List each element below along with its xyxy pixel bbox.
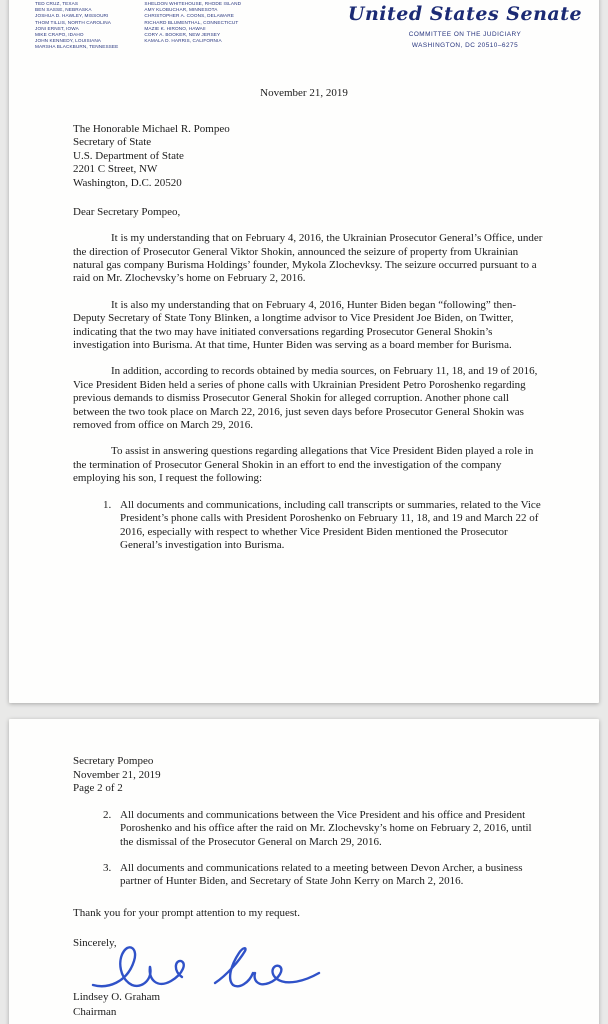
senator-name: SHELDON WHITEHOUSE, RHODE ISLAND [144,1,242,6]
senator-name: CORY A. BOOKER, NEW JERSEY [144,32,221,38]
senator-name: TED CRUZ, TEXAS [35,1,79,6]
recipient-line: U.S. Department of State [73,149,184,162]
senator-name: KAMALA D. HARRIS, CALIFORNIA [144,38,222,44]
senator-name: CHRISTOPHER A. COONS, DELAWARE [144,13,234,19]
senator-lists [35,1,241,51]
recipient-line: 2201 C Street, NW [73,163,158,176]
signature-ink [87,939,337,997]
senator-name: JOHN KENNEDY, LOUISIANA [35,38,102,44]
senator-name: RICHARD BLUMENTHAL, CONNECTICUT [144,19,239,25]
letter-page-1 [9,0,599,703]
page2-header-line: Secretary Pompeo [73,755,154,767]
letter-page-2 [9,719,599,1024]
recipient-address [73,123,599,191]
closing-paragraph: Thank you for your prompt attention to my request. [73,906,300,919]
senator-name: THOM TILLIS, NORTH CAROLINA [35,19,111,25]
list-item-text: All documents and communications related to a meeting between Devon Archer, a business partner of Hunter Biden, and Secretary of State John Kerry on March 2, 2016. [120,862,523,888]
list-item-text: All documents and communications, including call transcripts or summaries, related to the Vice President’s phone calls with President Poroshenko on February 11, 18, and 19 and March 22 of 2016, especially with respect to whether Vice President Biden mentioned the Prosecutor General’s investigation into Burisma. [120,498,541,551]
body-paragraph: It is my understanding that on February 4, 2016, the Ukrainian Prosecutor General’s Office, under the direction of Prosecutor General Viktor Shokin, announced the seizure of property from Ukrainian natural gas company Burisma Holdings’ founder, Mykola Zlochevksy. The seizure occurred pursuant to a raid on Mr. Zlochevsky’s home on February 2, 2016. [73,232,543,285]
senator-name: MIKE CRAPO, IDAHO [35,32,84,38]
committee-address: WASHINGTON, DC 20510–6275 [411,42,519,49]
letter-date: November 21, 2019 [260,86,348,99]
list-item-number: 3. [103,862,112,874]
list-item [103,809,543,849]
list-item-number: 2. [103,808,112,821]
recipient-line: Washington, D.C. 20520 [73,177,182,189]
committee-name: COMMITTEE ON THE JUDICIARY [408,31,522,38]
request-list-page2 [103,809,543,889]
page2-header-line: Page 2 of 2 [73,782,123,795]
body-paragraph: To assist in answering questions regarding allegations that Vice President Biden played a role in the termination of Prosecutor General Shokin in an effort to end the investigation of the company employing his son, I request the following: [73,445,534,485]
recipient-line: Secretary of State [73,136,152,149]
senator-name: JOSHUA D. HAWLEY, MISSOURI [35,13,109,19]
letterhead [35,1,583,51]
request-list-page1 [103,499,543,553]
signature [87,939,599,991]
valediction: Sincerely, [73,937,117,950]
recipient-line: The Honorable Michael R. Pompeo [73,122,230,135]
senate-title: United States Senate [347,3,583,25]
page2-header-line: November 21, 2019 [73,768,161,781]
salutation: Dear Secretary Pompeo, [73,205,181,218]
body-paragraph: It is also my understanding that on February 4, 2016, Hunter Biden began “following” then-Deputy Secretary of State Tony Blinken, a longtime advisor to Vice President Joe Biden, on Twitter, indicating that the two may have initiated conversations regarding Prosecutor General Shokin’s investigation into Burisma. At that time, Hunter Biden was serving as a board member for Burisma. [73,298,517,352]
list-item-number: 1. [103,498,112,511]
letterhead-right [347,1,583,51]
list-item-text: All documents and communications between the Vice President and his office and President Poroshenko and his office after the raid on Mr. Zlochevsky’s home on February 2, 2016, until the dismissal of the Prosecutor General on March 29, 2016. [120,808,532,848]
body-paragraph: In addition, according to records obtained by media sources, on February 11, 18, and 19 of 2016, Vice President Biden held a series of phone calls with Ukrainian President Petro Poroshenko regarding previous demands to dismiss Prosecutor General Shokin for alleged corruption. Another phone call between the two took place on March 22, 2016, just seven days before Prosecutor General Shokin was removed from office on March 29, 2016. [73,365,538,432]
page2-header [73,755,599,796]
list-item [103,862,543,889]
signer-name: Lindsey O. Graham [73,991,161,1003]
senator-list-majority [35,1,118,51]
senator-name: JONI ERNST, IOWA [35,25,79,31]
senator-name: MAZIE K. HIRONO, HAWAII [144,25,206,31]
senator-name: MARSHA BLACKBURN, TENNESSEE [35,44,119,50]
signer-title: Chairman [73,1005,117,1018]
senator-list-minority [144,1,241,51]
list-item [103,499,543,553]
senator-name: BEN SASSE, NEBRASKA [35,7,92,13]
senator-name: AMY KLOBUCHAR, MINNESOTA [144,7,218,13]
